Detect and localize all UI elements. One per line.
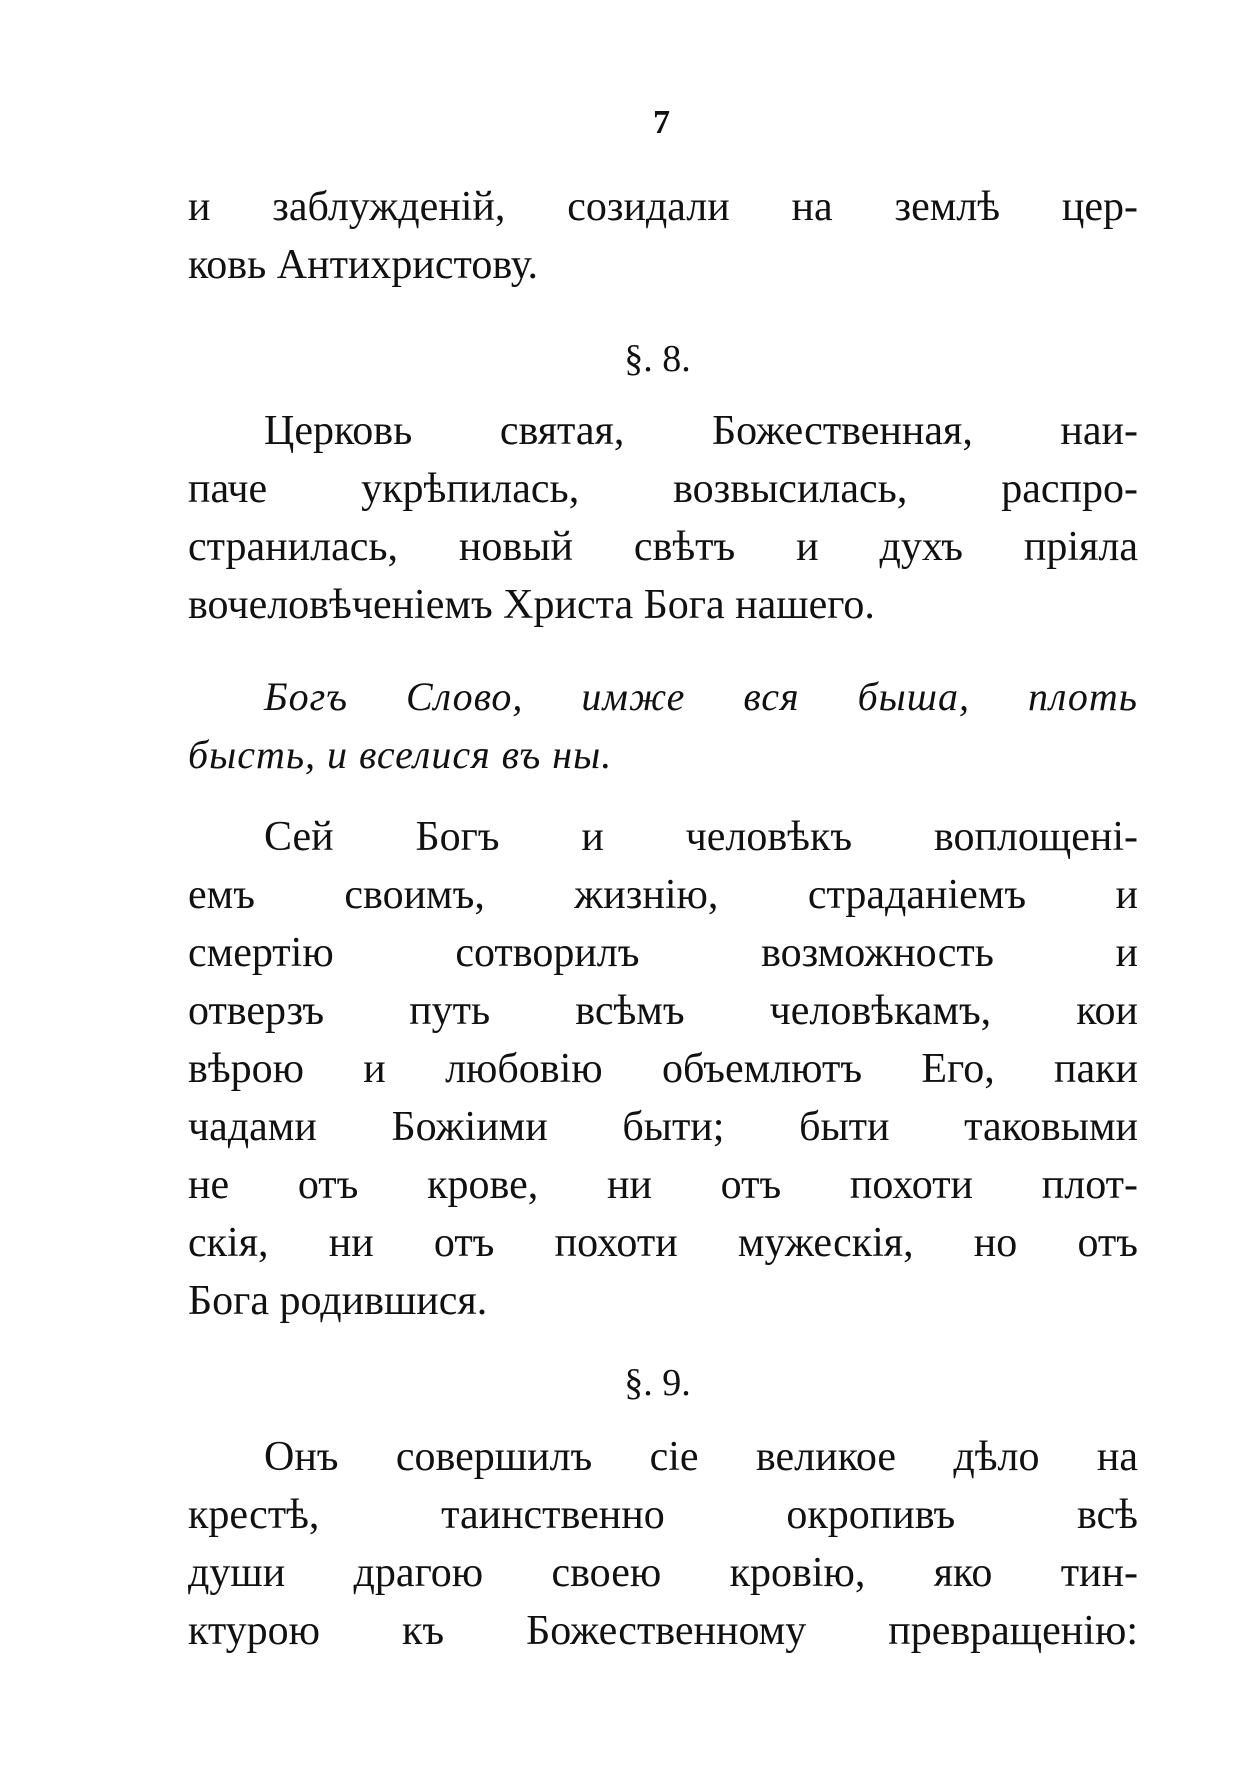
text-line: Онъ совершилъ сіе великое дѣло на xyxy=(264,1434,1138,1480)
quotation-line: Богъ Слово, имже вся быша, плоть xyxy=(264,674,1138,719)
text-line: Бога родившися. xyxy=(188,1278,488,1324)
text-line: вочеловѣченіемъ Христа Бога нашего. xyxy=(188,582,875,628)
text-line: ковь Антихристову. xyxy=(188,242,539,288)
section-heading-9: §. 9. xyxy=(624,1362,691,1404)
text-line: скія, ни отъ похоти мужескія, но отъ xyxy=(188,1220,1138,1266)
text-line: вѣрою и любовію объемлютъ Его, паки xyxy=(188,1046,1138,1092)
text-line: не отъ крове, ни отъ похоти плот- xyxy=(188,1162,1138,1208)
text-line: смертію сотворилъ возможность и xyxy=(188,930,1138,976)
text-line: крестѣ, таинственно окропивъ всѣ xyxy=(188,1492,1138,1538)
section-heading-8: §. 8. xyxy=(624,338,691,380)
text-line: ктурою къ Божественному превращенію: xyxy=(188,1608,1138,1654)
text-line: паче укрѣпилась, возвысилась, распро- xyxy=(188,466,1138,512)
text-line: души драгою своею кровію, яко тин- xyxy=(188,1550,1138,1596)
text-line: и заблужденій, созидали на землѣ цер- xyxy=(188,184,1138,230)
page-number: 7 xyxy=(653,104,670,141)
text-line: чадами Божіими быти; быти таковыми xyxy=(188,1104,1138,1150)
text-line: Церковь святая, Божественная, наи- xyxy=(264,408,1138,454)
text-line: емъ своимъ, жизнію, страданіемъ и xyxy=(188,872,1138,918)
text-line: Сей Богъ и человѣкъ воплощені- xyxy=(264,814,1138,860)
quotation-line: бысть, и вселися въ ны. xyxy=(188,732,613,777)
text-line: странилась, новый свѣтъ и духъ пріяла xyxy=(188,524,1138,570)
text-line: отверзъ путь всѣмъ человѣкамъ, кои xyxy=(188,988,1138,1034)
